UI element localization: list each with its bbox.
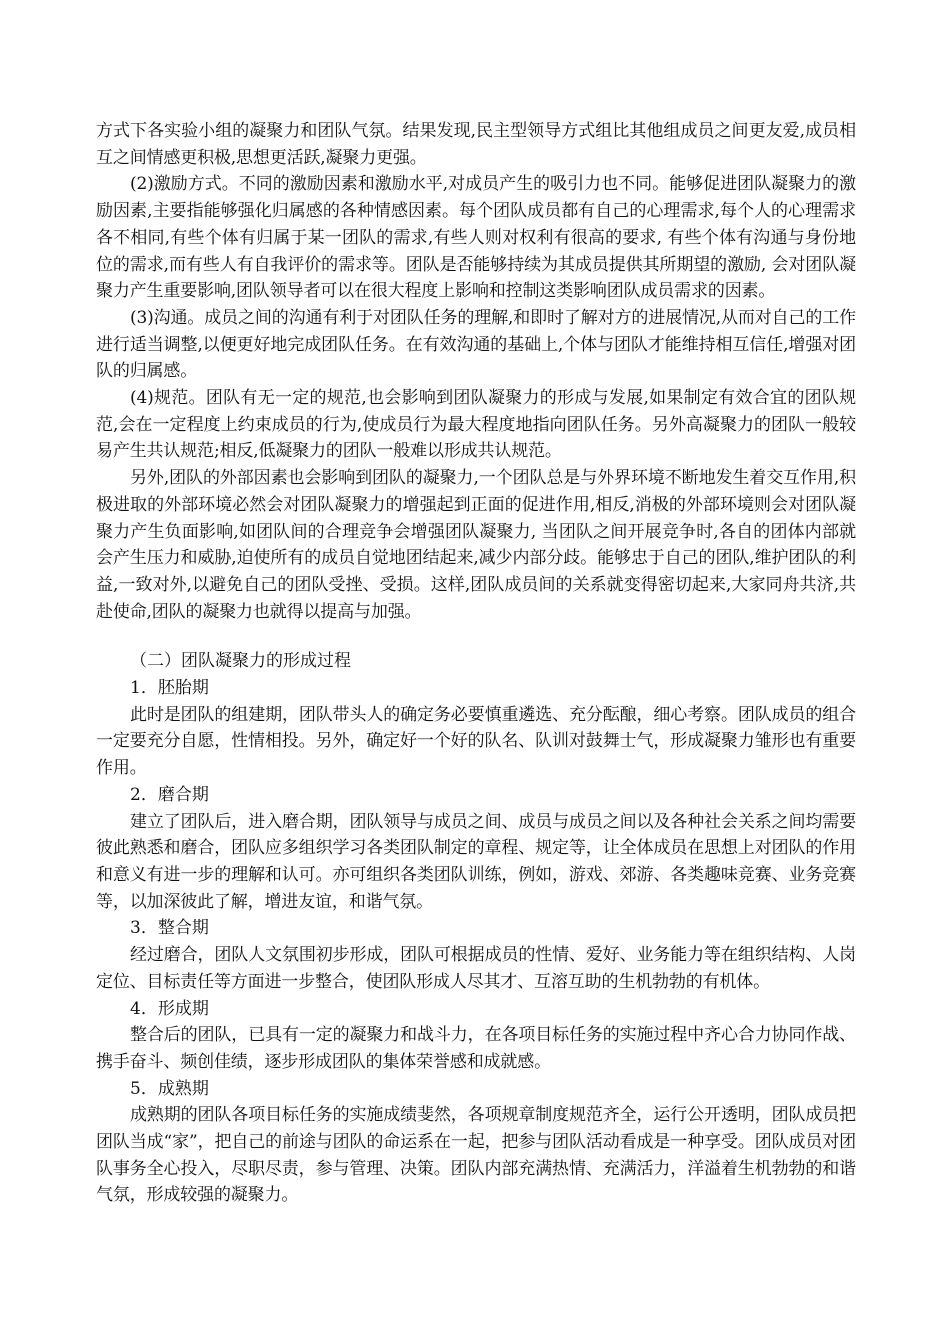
document-page: [96, 118, 856, 1209]
paragraph-incentive: (2)激励方式。不同的激励因素和激励水平,对成员产生的吸引力也不同。能够促进团队凝聚力的激励因素,主要指能够强化归属感的各种情感因素。每个团队成员都有自己的心理需求,每个人的心理需求各不相同,有些个体有归属于某一团队的需求,有些人则对权利有很高的要求, 有些个体有沟通与身份地位的需求,而有些人有自我评价的需求等。团队是否能够持续为其成员提供其所期望的激励, 会对团队凝聚力产生重要影响,团队领导者可以在很大程度上影响和控制这类影响团队成员需求的因素。: [96, 174, 856, 302]
stage-heading-integration: 3．整合期: [130, 918, 209, 939]
section-gap: [96, 625, 856, 648]
stage-text-embryo: 此时是团队的组建期，团队带头人的确定务必要慎重遴选、充分酝酿，细心考察。团队成员的组合一定要充分自愿，性情相投。另外，确定好一个好的队名、队训对鼓舞士气，形成凝聚力雏形也有重要作用。: [96, 704, 856, 779]
stage-heading-maturity: 5．成熟期: [130, 1078, 209, 1099]
stage-heading-formation: 4．形成期: [130, 998, 209, 1019]
stage-text-maturity: 成熟期的团队各项目标任务的实施成绩斐然，各项规章制度规范齐全，运行公开透明，团队成员把团队当成“家”，把自己的前途与团队的命运系在一起，把参与团队活动看成是一种享受。团队成员对团队事务全心投入，尽职尽责，参与管理、决策。团队内部充满热情、充满活力，洋溢着生机勃勃的和谐气氛，形成较强的凝聚力。: [96, 1105, 856, 1206]
paragraph-leadership-continued: 方式下各实验小组的凝聚力和团队气氛。结果发现,民主型领导方式组比其他组成员之间更友爱,成员相互之间情感更积极,思想更活跃,凝聚力更强。: [96, 121, 856, 168]
stage-heading-embryo: 1．胚胎期: [130, 678, 209, 699]
stage-text-running-in: 建立了团队后，进入磨合期，团队领导与成员之间、成员与成员之间以及各种社会关系之间均需要彼此熟悉和磨合，团队应多组织学习各类团队制定的章程、规定等，让全体成员在思想上对团队的作用和意义有进一步的理解和认可。亦可组织各类团队训练，例如，游戏、郊游、各类趣味竞赛、业务竞赛等，以加深彼此了解，增进友谊，和谐气氛。: [96, 811, 856, 912]
stage-text-integration: 经过磨合，团队人文氛围初步形成，团队可根据成员的性情、爱好、业务能力等在组织结构、人岗定位、目标责任等方面进一步整合，使团队形成人尽其才、互溶互助的生机勃勃的有机体。: [96, 945, 856, 992]
section-heading: （二）团队凝聚力的形成过程: [130, 651, 351, 672]
paragraph-external-factors: 另外,团队的外部因素也会影响到团队的凝聚力,一个团队总是与外界环境不断地发生着交互作用,积极进取的外部环境必然会对团队凝聚力的增强起到正面的促进作用,相反,消极的外部环境则会对团队凝聚力产生负面影响,如团队间的合理竞争会增强团队凝聚力, 当团队之间开展竞争时,各自的团体内部就会产生压力和威胁,迫使所有的成员自觉地团结起来,减少内部分歧。能够忠于自己的团队,维护团队的利益,一致对外,以避免自己的团队受挫、受损。这样,团队成员间的关系就变得密切起来,大家同舟共济,共赴使命,团队的凝聚力也就得以提高与加强。: [96, 468, 856, 622]
stage-heading-running-in: 2．磨合期: [130, 784, 209, 805]
paragraph-communication: (3)沟通。成员之间的沟通有利于对团队任务的理解,和即时了解对方的进展情况,从而对自己的工作进行适当调整,以便更好地完成团队任务。在有效沟通的基础上,个体与团队才能维持相互信任,增强对团队的归属感。: [96, 307, 856, 382]
paragraph-norms: (4)规范。团队有无一定的规范,也会影响到团队凝聚力的形成与发展,如果制定有效合宜的团队规范,会在一定程度上约束成员的行为,使成员行为最大程度地指向团队任务。另外高凝聚力的团队一般较易产生共认规范;相反,低凝聚力的团队一般难以形成共认规范。: [96, 388, 856, 462]
stage-text-formation: 整合后的团队，已具有一定的凝聚力和战斗力，在各项目标任务的实施过程中齐心合力协同作战、携手奋斗、频创佳绩，逐步形成团队的集体荣誉感和成就感。: [96, 1025, 856, 1072]
